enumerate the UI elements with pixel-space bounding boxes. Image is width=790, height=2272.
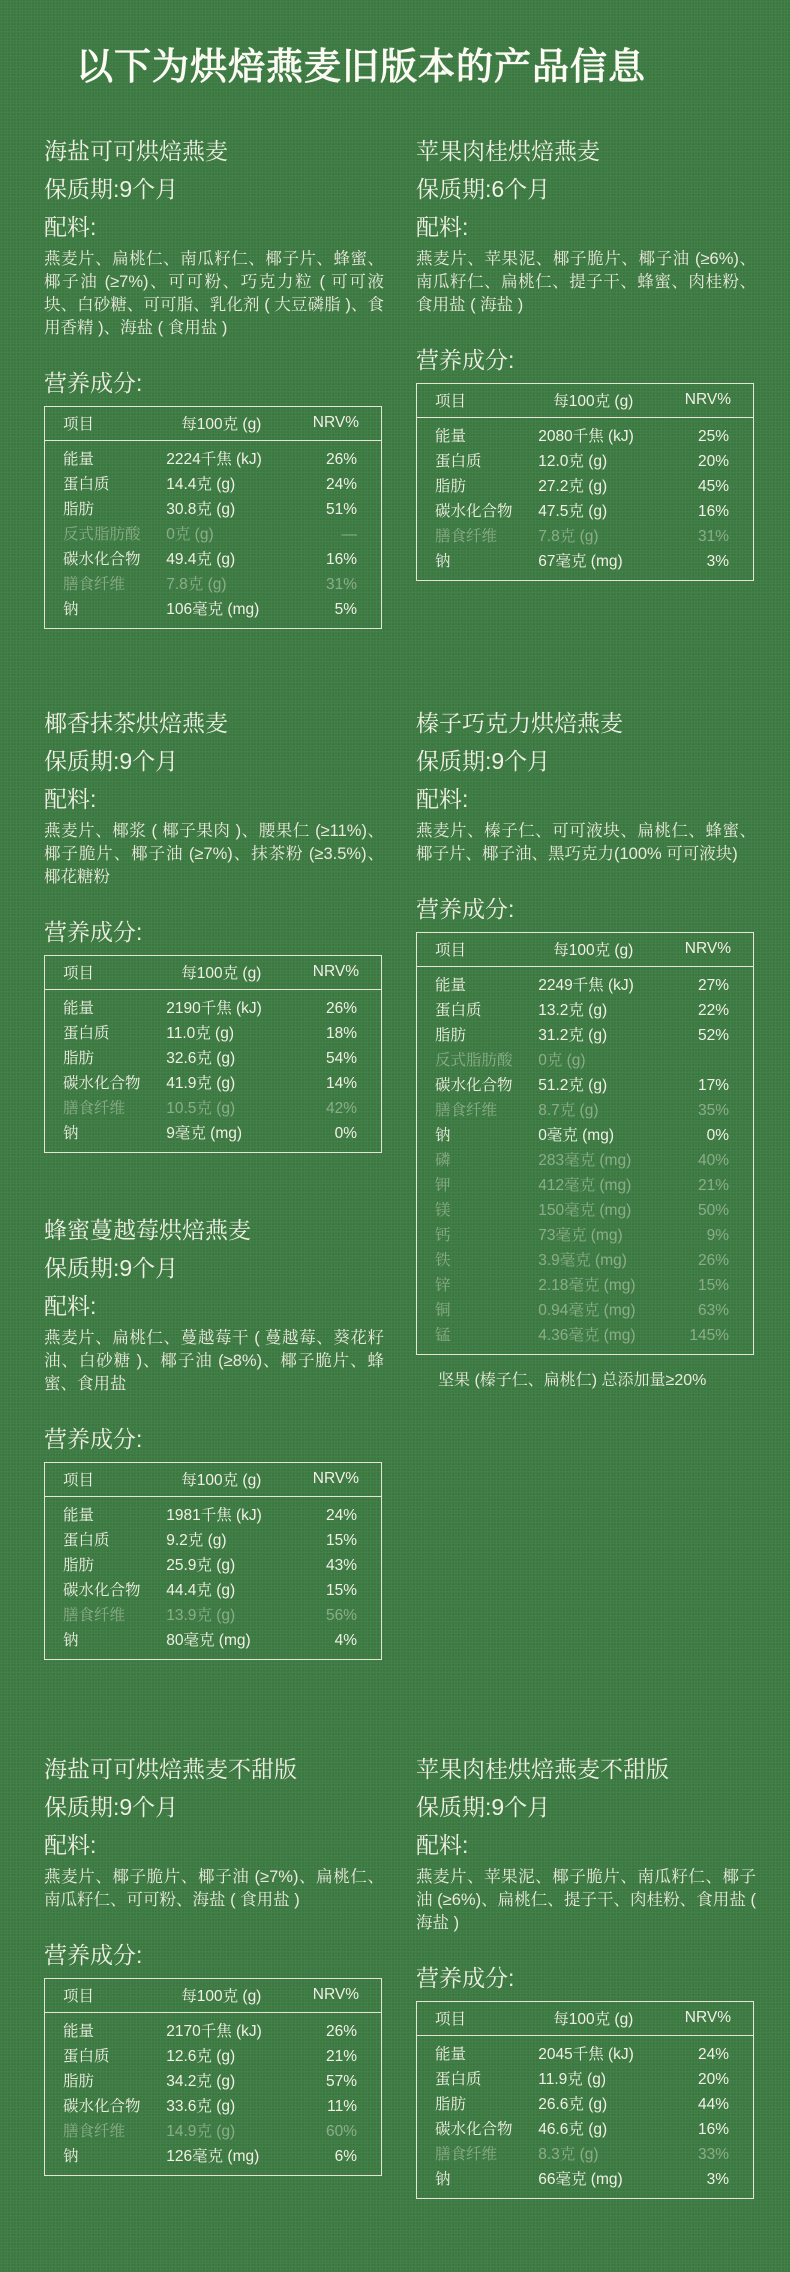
nutrition-table [44, 955, 382, 1153]
nutrient-value: 7.8克 (g) [538, 528, 599, 545]
nutrition-row [417, 998, 754, 1023]
nutrient-value: 150毫克 (mg) [538, 1202, 632, 1219]
nutrient-nrv: 42% [325, 1100, 357, 1117]
shelf-life: 保质期:9个月 [44, 1255, 179, 1281]
col-item-header: 项目 [45, 1979, 167, 2013]
ingredients-text: 燕麦片、苹果泥、椰子脆片、椰子油 (≥6%)、南瓜籽仁、扁桃仁、提子干、蜂蜜、肉桂粉、食用盐 ( 海盐 ) [416, 250, 756, 314]
shelf-life: 保质期:9个月 [44, 176, 179, 202]
nutrient-nrv: 4% [334, 1632, 357, 1649]
nutrient-value: 14.4克 (g) [166, 476, 236, 493]
ingredients-label: 配料: [44, 214, 97, 240]
nutrition-row [45, 1603, 382, 1628]
col-item-header: 项目 [45, 956, 167, 990]
nutrient-value: 4.36毫克 (mg) [538, 1327, 636, 1344]
nutrient-nrv: 54% [325, 1050, 357, 1067]
nutrient-value: 412毫克 (mg) [538, 1177, 632, 1194]
nutrition-row [45, 441, 382, 473]
nutrient-value: 41.9克 (g) [166, 1075, 236, 1092]
nutrition-row [45, 497, 382, 522]
col-per100-header: 每100克 (g) [538, 384, 685, 418]
nutrient-nrv [685, 1048, 754, 1073]
nutrient-nrv: 20% [697, 453, 729, 470]
nutrient-nrv: 0% [334, 1125, 357, 1142]
nutrient-nrv: — [341, 526, 357, 543]
ingredients-label: 配料: [44, 786, 97, 812]
col-nrv-header: NRV% [313, 407, 382, 441]
nutrient-nrv: 6% [334, 2148, 357, 2165]
nutrition-row [45, 1628, 382, 1660]
ingredients-label: 配料: [416, 214, 469, 240]
nutrient-value: 126毫克 (mg) [166, 2148, 260, 2165]
nutrient-value: 10.5克 (g) [166, 1100, 236, 1117]
nutrition-header-row [417, 384, 754, 418]
product-name: 苹果肉桂烘焙燕麦 [416, 138, 600, 164]
nutrient-name: 碳水化合物 [63, 1075, 141, 1092]
nutrient-value: 0克 (g) [166, 526, 214, 543]
shelf-life: 保质期:6个月 [416, 176, 551, 202]
nutrition-row [45, 1071, 382, 1096]
nutrient-value: 46.6克 (g) [538, 2121, 608, 2138]
nutrient-nrv: 17% [697, 1077, 729, 1094]
nutrient-value: 67毫克 (mg) [538, 553, 623, 570]
nutrient-name: 碳水化合物 [63, 1582, 141, 1599]
nutrient-value: 9.2克 (g) [166, 1532, 227, 1549]
nutrition-label: 营养成分: [44, 1426, 143, 1452]
nutrient-name: 能量 [63, 451, 95, 468]
nutrient-name: 碳水化合物 [63, 551, 141, 568]
nutrient-value: 0克 (g) [538, 1052, 586, 1069]
nutrition-label: 营养成分: [44, 370, 143, 396]
nutrition-header-row [45, 956, 382, 990]
nutrient-value: 49.4克 (g) [166, 551, 236, 568]
nutrient-nrv: 57% [325, 2073, 357, 2090]
nutrient-name: 蛋白质 [63, 2048, 110, 2065]
nutrient-nrv: 16% [697, 503, 729, 520]
nutrient-name: 铁 [435, 1252, 451, 1269]
nutrition-row [45, 572, 382, 597]
nutrition-row [45, 1578, 382, 1603]
nutrition-row [417, 1248, 754, 1273]
nutrient-nrv: 21% [325, 2048, 357, 2065]
nutrient-name: 膳食纤维 [63, 576, 126, 593]
nutrient-name: 蛋白质 [435, 453, 482, 470]
nutrient-value: 2190千焦 (kJ) [166, 1000, 262, 1017]
nutrient-nrv: 56% [325, 1607, 357, 1624]
nutrient-name: 膳食纤维 [435, 2146, 498, 2163]
page-title: 以下为烘焙燕麦旧版本的产品信息 [76, 46, 646, 87]
nutrition-table [416, 383, 754, 581]
nutrient-name: 钠 [63, 1632, 79, 1649]
nutrition-label: 营养成分: [44, 919, 143, 945]
nutrient-name: 膳食纤维 [63, 2123, 126, 2140]
nutrition-row [417, 1098, 754, 1123]
nutrient-value: 0.94毫克 (mg) [538, 1302, 636, 1319]
nutrition-header-row [45, 1979, 382, 2013]
nutrient-nrv: 31% [697, 528, 729, 545]
nutrient-value: 2249千焦 (kJ) [538, 977, 634, 994]
nutrient-nrv: 63% [697, 1302, 729, 1319]
nutrient-value: 12.0克 (g) [538, 453, 608, 470]
nutrient-name: 镁 [435, 1202, 451, 1219]
nutrient-name: 脂肪 [63, 1050, 95, 1067]
ingredients-text: 燕麦片、榛子仁、可可液块、扁桃仁、蜂蜜、椰子片、椰子油、黑巧克力(100% 可可液块) [416, 822, 756, 863]
nutrition-row [45, 1096, 382, 1121]
nutrient-name: 钠 [435, 553, 451, 570]
col-nrv-header: NRV% [313, 1463, 382, 1497]
nutrition-row [417, 449, 754, 474]
nutrient-name: 脂肪 [63, 501, 95, 518]
nutrient-value: 2224千焦 (kJ) [166, 451, 262, 468]
nutrient-value: 25.9克 (g) [166, 1557, 236, 1574]
nutrition-row [417, 1273, 754, 1298]
nutrition-header-row [45, 407, 382, 441]
nutrient-name: 蛋白质 [63, 1025, 110, 1042]
nutrient-nrv: 21% [697, 1177, 729, 1194]
nutrition-table [44, 1462, 382, 1660]
shelf-life: 保质期:9个月 [44, 748, 179, 774]
nutrient-name: 锌 [435, 1277, 451, 1294]
nutrient-value: 13.9克 (g) [166, 1607, 236, 1624]
nutrient-value: 11.9克 (g) [538, 2071, 607, 2088]
nutrient-name: 能量 [435, 977, 467, 994]
nutrient-name: 膳食纤维 [63, 1607, 126, 1624]
nutrition-row [417, 1048, 754, 1073]
nutrient-nrv: 9% [706, 1227, 729, 1244]
nutrient-name: 钠 [435, 1127, 451, 1144]
nutrient-nrv: 24% [325, 1507, 357, 1524]
nutrition-row [417, 2142, 754, 2167]
nutrient-name: 脂肪 [435, 2096, 467, 2113]
nutrient-value: 8.7克 (g) [538, 1102, 599, 1119]
nutrient-name: 锰 [435, 1327, 451, 1344]
nutrition-row [45, 1021, 382, 1046]
ingredients-text: 燕麦片、椰浆 ( 椰子果肉 )、腰果仁 (≥11%)、椰子脆片、椰子油 (≥7%)、抹茶粉 (≥3.5%)、椰花糖粉 [44, 822, 384, 886]
nutrient-nrv: 11% [327, 2098, 357, 2115]
nutrient-name: 脂肪 [435, 478, 467, 495]
nutrition-row [417, 1223, 754, 1248]
nutrient-value: 13.2克 (g) [538, 1002, 608, 1019]
nutrient-name: 钠 [63, 1125, 79, 1142]
nutrient-value: 44.4克 (g) [166, 1582, 236, 1599]
product-card [416, 136, 756, 581]
nutrition-row [417, 1173, 754, 1198]
nutrient-nrv: 15% [325, 1532, 357, 1549]
nutrition-table [416, 932, 754, 1355]
ingredients-label: 配料: [44, 1832, 97, 1858]
nutrient-nrv: 24% [325, 476, 357, 493]
nutrient-value: 33.6克 (g) [166, 2098, 236, 2115]
nutrient-nrv: 145% [689, 1327, 729, 1344]
nutrition-row [417, 1073, 754, 1098]
nutrition-row [45, 1528, 382, 1553]
nutrient-name: 脂肪 [63, 1557, 95, 1574]
nutrition-header-row [417, 933, 754, 967]
nutrient-nrv: 18% [325, 1025, 357, 1042]
nutrient-nrv: 3% [706, 2171, 729, 2188]
ingredients-text: 燕麦片、扁桃仁、南瓜籽仁、椰子片、蜂蜜、椰子油 (≥7%)、可可粉、巧克力粒 ( 可可液块、白砂糖、可可脂、乳化剂 ( 大豆磷脂 )、食用香精 )、海盐 ( 食用盐 ) [44, 250, 384, 337]
nutrient-nrv: 51% [325, 501, 357, 518]
nutrient-name: 碳水化合物 [435, 1077, 513, 1094]
nutrient-value: 66毫克 (mg) [538, 2171, 623, 2188]
col-nrv-header: NRV% [685, 384, 754, 418]
col-nrv-header: NRV% [685, 933, 754, 967]
shelf-life: 保质期:9个月 [416, 748, 551, 774]
nutrient-name: 碳水化合物 [435, 2121, 513, 2138]
nutrition-row [417, 967, 754, 999]
nutrition-label: 营养成分: [416, 896, 515, 922]
nutrient-value: 2045千焦 (kJ) [538, 2046, 634, 2063]
col-per100-header: 每100克 (g) [538, 2002, 685, 2036]
nutrition-row [45, 547, 382, 572]
nutrient-value: 2.18毫克 (mg) [538, 1277, 636, 1294]
product-card [416, 1754, 756, 2199]
col-nrv-header: NRV% [685, 2002, 754, 2036]
nutrition-row [45, 990, 382, 1022]
nutrient-nrv: 22% [697, 1002, 729, 1019]
col-per100-header: 每100克 (g) [166, 1463, 313, 1497]
nutrient-nrv: 26% [325, 451, 357, 468]
col-item-header: 项目 [417, 384, 539, 418]
nutrient-nrv: 25% [697, 428, 729, 445]
ingredients-label: 配料: [416, 786, 469, 812]
ingredients-text: 燕麦片、椰子脆片、椰子油 (≥7%)、扁桃仁、南瓜籽仁、可可粉、海盐 ( 食用盐 ) [44, 1868, 384, 1909]
nutrient-nrv: 44% [697, 2096, 729, 2113]
nutrient-nrv: 43% [325, 1557, 357, 1574]
nutrient-name: 能量 [63, 1507, 95, 1524]
col-item-header: 项目 [417, 933, 539, 967]
nutrient-name: 膳食纤维 [435, 1102, 498, 1119]
nutrition-row [45, 2044, 382, 2069]
nutrient-name: 磷 [435, 1152, 451, 1169]
nutrient-name: 能量 [63, 1000, 95, 1017]
nutrient-name: 反式脂肪酸 [63, 526, 141, 543]
ingredients-label: 配料: [44, 1293, 97, 1319]
product-name: 海盐可可烘焙燕麦 [44, 138, 228, 164]
nutrition-row [417, 418, 754, 450]
col-per100-header: 每100克 (g) [166, 956, 313, 990]
col-item-header: 项目 [417, 2002, 539, 2036]
nutrition-row [45, 2144, 382, 2176]
nutrient-name: 能量 [435, 428, 467, 445]
product-card [44, 1754, 384, 2176]
nutrient-value: 30.8克 (g) [166, 501, 236, 518]
nutrition-row [45, 1046, 382, 1071]
shelf-life: 保质期:9个月 [416, 1794, 551, 1820]
nutrient-name: 膳食纤维 [435, 528, 498, 545]
nutrient-value: 1981千焦 (kJ) [166, 1507, 262, 1524]
nutrient-name: 蛋白质 [63, 1532, 110, 1549]
col-per100-header: 每100克 (g) [538, 933, 685, 967]
nutrition-label: 营养成分: [416, 347, 515, 373]
nutrient-nrv: 15% [325, 1582, 357, 1599]
product-card [44, 136, 384, 629]
nutrition-table [416, 2001, 754, 2199]
col-item-header: 项目 [45, 1463, 167, 1497]
ingredients-text: 燕麦片、扁桃仁、蔓越莓干 ( 蔓越莓、葵花籽油、白砂糖 )、椰子油 (≥8%)、椰子脆片、蜂蜜、食用盐 [44, 1329, 384, 1393]
nutrient-name: 碳水化合物 [63, 2098, 141, 2115]
nutrient-nrv: 15% [697, 1277, 729, 1294]
nutrient-name: 蛋白质 [63, 476, 110, 493]
nutrient-nrv: 26% [325, 2023, 357, 2040]
nutrition-label: 营养成分: [416, 1965, 515, 1991]
nutrient-nrv: 26% [325, 1000, 357, 1017]
nutrient-nrv: 14% [325, 1075, 357, 1092]
nutrient-value: 27.2克 (g) [538, 478, 608, 495]
nutrient-value: 32.6克 (g) [166, 1050, 236, 1067]
nutrient-name: 能量 [435, 2046, 467, 2063]
nutrient-nrv: 16% [697, 2121, 729, 2138]
product-name: 海盐可可烘焙燕麦不甜版 [44, 1756, 297, 1782]
nutrient-nrv: 52% [697, 1027, 729, 1044]
nutrient-value: 26.6克 (g) [538, 2096, 608, 2113]
nutrition-row [45, 597, 382, 629]
nutrient-value: 51.2克 (g) [538, 1077, 608, 1094]
nutrition-table [44, 1978, 382, 2176]
nutrient-nrv: 3% [706, 553, 729, 570]
nutrition-row [417, 2067, 754, 2092]
nutrition-header-row [45, 1463, 382, 1497]
nutrient-name: 钠 [63, 2148, 79, 2165]
nutrition-row [45, 2069, 382, 2094]
nutrient-name: 能量 [63, 2023, 95, 2040]
nutrient-value: 2170千焦 (kJ) [166, 2023, 262, 2040]
nutrition-row [417, 2092, 754, 2117]
nutrient-nrv: 27% [697, 977, 729, 994]
nutrition-row [417, 474, 754, 499]
nut-note: 坚果 (榛子仁、扁桃仁) 总添加量≥20% [438, 1372, 707, 1389]
product-name: 榛子巧克力烘焙燕麦 [416, 710, 623, 736]
nutrient-name: 钙 [435, 1227, 451, 1244]
product-card [416, 708, 756, 1390]
nutrition-row [417, 1023, 754, 1048]
nutrient-nrv: 60% [325, 2123, 357, 2140]
nutrition-row [417, 2117, 754, 2142]
nutrition-label: 营养成分: [44, 1942, 143, 1968]
nutrition-table [44, 406, 382, 629]
product-name: 苹果肉桂烘焙燕麦不甜版 [416, 1756, 669, 1782]
nutrient-nrv: 24% [697, 2046, 729, 2063]
col-item-header: 项目 [45, 407, 167, 441]
nutrient-value: 14.9克 (g) [166, 2123, 236, 2140]
nutrient-name: 膳食纤维 [63, 1100, 126, 1117]
nutrition-row [417, 549, 754, 581]
nutrient-name: 碳水化合物 [435, 503, 513, 520]
nutrition-row [417, 1123, 754, 1148]
product-card [44, 1215, 384, 1660]
nutrient-nrv: 33% [697, 2146, 729, 2163]
nutrition-row [417, 1298, 754, 1323]
nutrient-nrv: 31% [325, 576, 357, 593]
ingredients-text: 燕麦片、苹果泥、椰子脆片、南瓜籽仁、椰子油 (≥6%)、扁桃仁、提子干、肉桂粉、食用盐 ( 海盐 ) [416, 1868, 756, 1932]
nutrition-row [417, 524, 754, 549]
ingredients-label: 配料: [416, 1832, 469, 1858]
nutrient-value: 3.9毫克 (mg) [538, 1252, 627, 1269]
nutrient-name: 脂肪 [435, 1027, 467, 1044]
nutrition-row [45, 1553, 382, 1578]
nutrient-nrv: 26% [697, 1252, 729, 1269]
nutrition-row [417, 2167, 754, 2199]
nutrition-row [417, 2036, 754, 2068]
nutrition-row [417, 1148, 754, 1173]
nutrient-name: 脂肪 [63, 2073, 95, 2090]
nutrient-name: 钠 [63, 601, 79, 618]
nutrient-nrv: 16% [325, 551, 357, 568]
nutrient-nrv: 20% [697, 2071, 729, 2088]
nutrient-name: 反式脂肪酸 [435, 1052, 513, 1069]
shelf-life: 保质期:9个月 [44, 1794, 179, 1820]
nutrient-value: 12.6克 (g) [166, 2048, 236, 2065]
nutrient-value: 11.0克 (g) [166, 1025, 235, 1042]
product-card [44, 708, 384, 1153]
product-name: 椰香抹茶烘焙燕麦 [44, 710, 228, 736]
nutrient-value: 31.2克 (g) [538, 1027, 608, 1044]
nutrient-value: 2080千焦 (kJ) [538, 428, 634, 445]
nutrient-name: 蛋白质 [435, 1002, 482, 1019]
nutrition-row [45, 2119, 382, 2144]
nutrient-value: 47.5克 (g) [538, 503, 608, 520]
nutrient-name: 钾 [435, 1177, 451, 1194]
nutrient-nrv: 50% [697, 1202, 729, 1219]
nutrient-value: 34.2克 (g) [166, 2073, 236, 2090]
nutrient-nrv: 45% [697, 478, 729, 495]
nutrition-header-row [417, 2002, 754, 2036]
nutrient-value: 283毫克 (mg) [538, 1152, 632, 1169]
col-per100-header: 每100克 (g) [166, 407, 313, 441]
nutrient-value: 7.8克 (g) [166, 576, 227, 593]
nutrient-name: 铜 [435, 1302, 451, 1319]
nutrition-row [45, 2094, 382, 2119]
col-nrv-header: NRV% [313, 956, 382, 990]
nutrient-value: 80毫克 (mg) [166, 1632, 251, 1649]
nutrient-name: 蛋白质 [435, 2071, 482, 2088]
nutrient-nrv: 40% [697, 1152, 729, 1169]
nutrition-row [45, 472, 382, 497]
nutrient-name: 钠 [435, 2171, 451, 2188]
nutrient-value: 9毫克 (mg) [166, 1125, 243, 1142]
nutrition-row [417, 499, 754, 524]
nutrition-row [417, 1323, 754, 1355]
nutrient-value: 73毫克 (mg) [538, 1227, 623, 1244]
nutrient-value: 106毫克 (mg) [166, 601, 260, 618]
nutrition-row [45, 1497, 382, 1529]
col-per100-header: 每100克 (g) [166, 1979, 313, 2013]
nutrient-nrv: 0% [706, 1127, 729, 1144]
nutrition-row [417, 1198, 754, 1223]
nutrient-value: 8.3克 (g) [538, 2146, 599, 2163]
product-name: 蜂蜜蔓越莓烘焙燕麦 [44, 1217, 251, 1243]
nutrient-value: 0毫克 (mg) [538, 1127, 614, 1144]
nutrition-row [45, 522, 382, 547]
nutrient-nrv: 5% [334, 601, 357, 618]
col-nrv-header: NRV% [313, 1979, 382, 2013]
nutrition-row [45, 2013, 382, 2045]
nutrient-nrv: 35% [697, 1102, 729, 1119]
nutrition-row [45, 1121, 382, 1153]
